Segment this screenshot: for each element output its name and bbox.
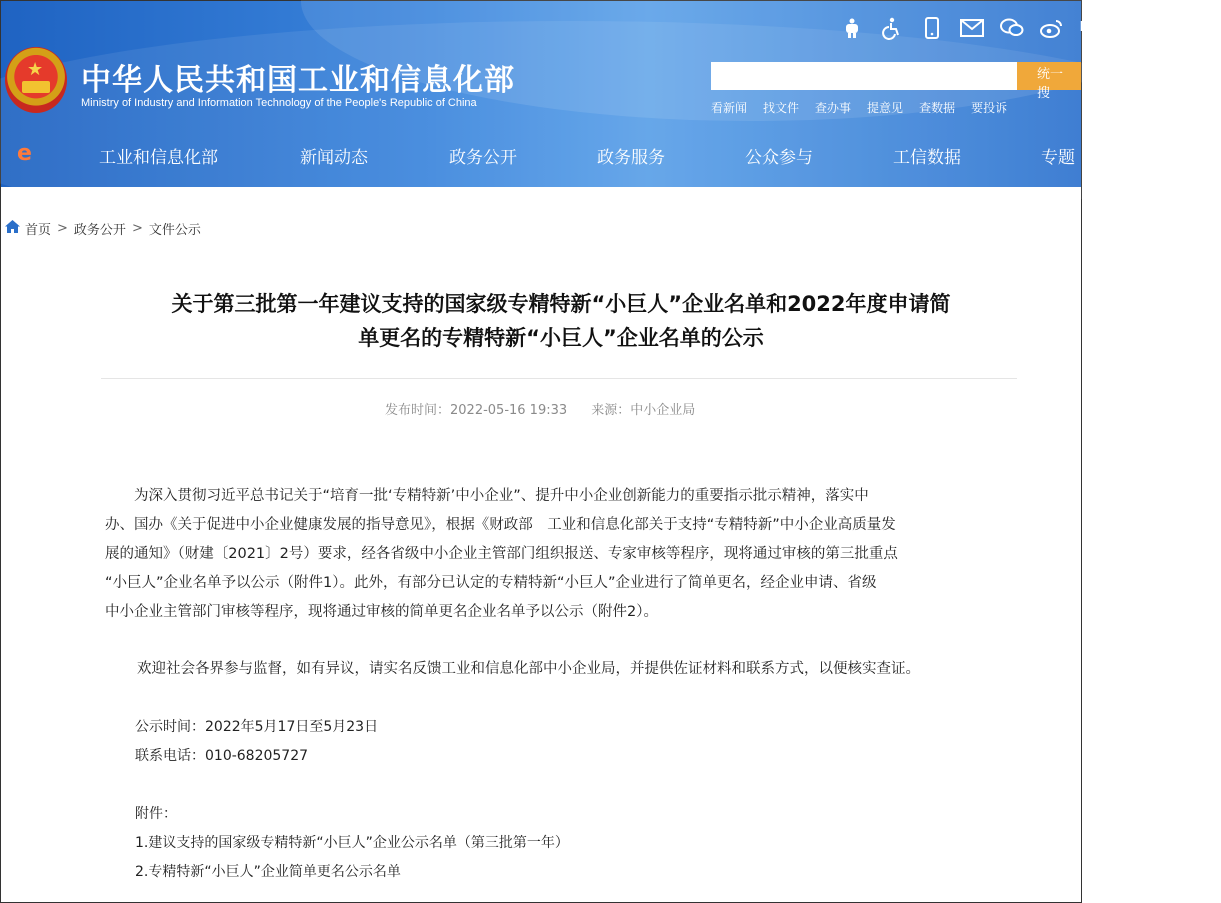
top-icon-bar [839, 15, 1089, 41]
search-input[interactable] [711, 62, 1017, 90]
nav-home-icon[interactable]: e [17, 141, 32, 166]
attachment-link[interactable]: 1.建议支持的国家级专精特新“小巨人”企业公示名单（第三批第一年） [135, 835, 569, 851]
article-title-line: 关于第三批第一年建议支持的国家级专精特新“小巨人”企业名单和2022年度申请简 [171, 292, 951, 316]
attachments-label: 附件： [135, 806, 177, 822]
breadcrumb-separator: > [131, 221, 143, 236]
nav-item-topics[interactable]: 专题 [1041, 148, 1075, 168]
site-subtitle: Ministry of Industry and Information Technology of the People's Republic of China [81, 97, 477, 109]
breadcrumb-file-notice[interactable]: 文件公示 [148, 223, 201, 238]
paragraph-line: 为深入贯彻习近平总书记关于“培育一批‘专精特新’中小企业”、提升中小企业创新能力的重要指示批示精神，落实中 [105, 488, 869, 504]
nav-item-gov-affairs[interactable]: 政务公开 [449, 148, 517, 168]
article-paragraph [105, 482, 1005, 627]
wechat-icon[interactable] [999, 15, 1025, 41]
breadcrumb-home[interactable]: 首页 [25, 223, 52, 238]
weibo-icon[interactable] [1039, 15, 1065, 41]
paragraph-line: 展的通知》（财建〔2021〕2号）要求，经各省级中小企业主管部门组织报送、专家审核等程序，现将通过审核的第三批重点 [105, 546, 898, 562]
quick-link-services[interactable]: 查办事 [815, 101, 852, 115]
nav-item-participation[interactable]: 公众参与 [745, 148, 813, 168]
nav-item-data[interactable]: 工信数据 [893, 148, 961, 168]
breadcrumb [5, 219, 201, 238]
quick-link-documents[interactable]: 找文件 [763, 101, 800, 115]
quick-link-data[interactable]: 查数据 [919, 101, 956, 115]
mail-icon[interactable] [959, 15, 985, 41]
breadcrumb-gov-affairs[interactable]: 政务公开 [73, 223, 126, 238]
search-button[interactable]: 统一搜 [1017, 62, 1081, 90]
article-paragraph: 欢迎社会各界参与监督，如有异议，请实名反馈工业和信息化部中小企业局，并提供佐证材料和联系方式，以便核实查证。 [137, 661, 920, 677]
site-header [1, 1, 1089, 187]
quick-links [711, 99, 1007, 116]
publish-time: 发布时间：2022-05-16 19:33 [385, 403, 568, 418]
notice-period: 公示时间：2022年5月17日至5月23日 [135, 719, 379, 735]
home-icon[interactable] [5, 220, 21, 237]
paragraph-line: “小巨人”企业名单予以公示（附件1）。此外，有部分已认定的专精特新“小巨人”企业进行了简单更名，经企业申请、省级 [105, 575, 877, 591]
national-emblem-icon[interactable] [5, 47, 67, 113]
tiananmen-icon [22, 81, 50, 93]
nav-item-services[interactable]: 政务服务 [597, 148, 665, 168]
quick-link-complaint[interactable]: 要投诉 [971, 101, 1008, 115]
robot-icon[interactable] [839, 15, 865, 41]
article-source: 来源：中小企业局 [591, 403, 696, 418]
nav-item-ministry[interactable]: 工业和信息化部 [99, 148, 218, 168]
article-title [101, 287, 1021, 355]
title-divider [101, 378, 1017, 379]
site-title[interactable]: 中华人民共和国工业和信息化部 [81, 63, 515, 98]
paragraph-line: 办、国办《关于促进中小企业健康发展的指导意见》，根据《财政部 工业和信息化部关于支持“专精特新”中小企业高质量发 [105, 517, 896, 533]
contact-phone: 联系电话：010-68205727 [135, 748, 309, 764]
article-meta [385, 399, 715, 418]
attachment-link[interactable]: 2.专精特新“小巨人”企业简单更名公示名单 [135, 864, 401, 880]
article-title-line: 单更名的专精特新“小巨人”企业名单的公示 [358, 326, 764, 350]
nav-item-news[interactable]: 新闻动态 [300, 148, 368, 168]
breadcrumb-separator: > [57, 221, 68, 236]
mobile-icon[interactable] [919, 15, 945, 41]
accessibility-icon[interactable] [879, 15, 905, 41]
quick-link-feedback[interactable]: 提意见 [867, 101, 904, 115]
quick-link-news[interactable]: 看新闻 [711, 101, 748, 115]
header-trailing-text[interactable]: R [1079, 20, 1089, 35]
star-icon: ★ [27, 59, 44, 80]
paragraph-line: 中小企业主管部门审核等程序，现将通过审核的简单更名企业名单予以公示（附件2）。 [105, 604, 658, 620]
main-nav [1, 135, 1081, 175]
